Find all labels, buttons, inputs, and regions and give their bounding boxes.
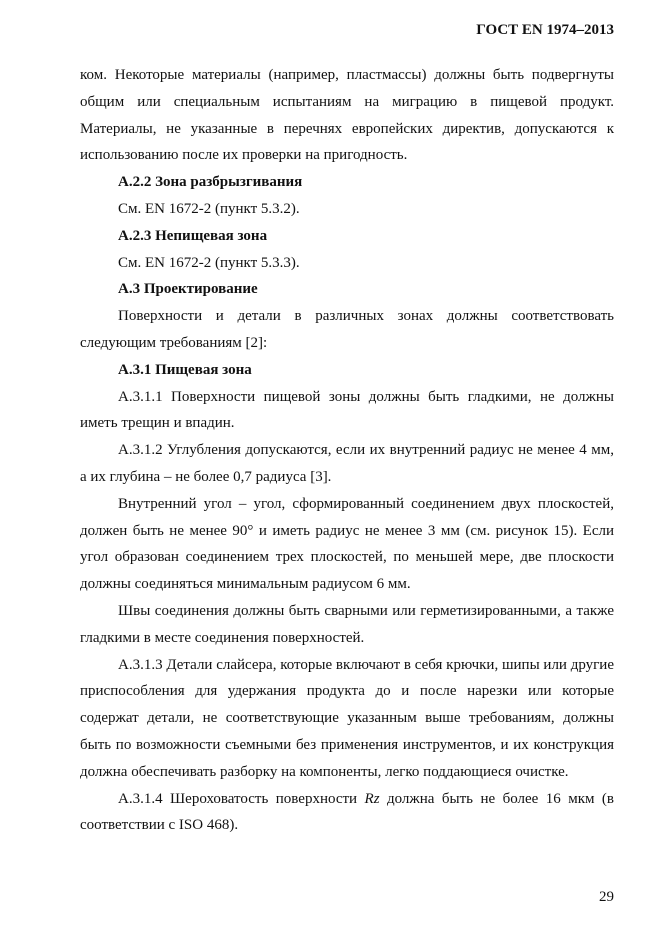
a314-text-before: А.3.1.4 Шероховатость поверхности: [118, 790, 365, 807]
a314-text-after: должна быть не более 16 мкм (в соответствии с ISO 468).: [80, 790, 615, 834]
paragraph-a3-intro: Поверхности и детали в различных зонах должны соответствовать следующим требованиям [2]:: [80, 308, 614, 351]
paragraph-a313: А.3.1.3 Детали слайсера, которые включают в себя крючки, шипы или другие приспособления для удержания продукта до и после нарезки или которые содержат детали, не соответствующие указанным выше требованиям, должны быть по возможности съемными без применения инструментов, и их конструкция должна обеспечивать разборку на компоненты, легко поддающиеся очистке.: [80, 656, 614, 780]
paragraph-a312: А.3.1.2 Углубления допускаются, если их внутренний радиус не менее 4 мм, а их глубина – не более 0,7 радиуса [3].: [80, 442, 614, 485]
paragraph-a22-ref: См. EN 1672-2 (пункт 5.3.2).: [118, 200, 300, 217]
section-heading-a22: А.2.2 Зона разбрызгивания: [118, 174, 303, 191]
paragraph-a23-ref: См. EN 1672-2 (пункт 5.3.3).: [118, 254, 300, 271]
paragraph-continuation: ком. Некоторые материалы (например, пластмассы) должны быть подвергнуты общим или специальным испытаниям на миграцию в пищевой продукт. Материалы, не указанные в перечнях европейских директив, допускаются к использованию после их проверки на пригодность.: [80, 67, 614, 164]
paragraph-a314: [80, 786, 614, 840]
section-heading-a31: А.3.1 Пищевая зона: [118, 361, 252, 378]
section-heading-a3: А.3 Проектирование: [118, 281, 258, 298]
roughness-symbol: Rz: [364, 790, 380, 807]
section-heading-a23: А.2.3 Непищевая зона: [118, 227, 268, 244]
paragraph-a311: А.3.1.1 Поверхности пищевой зоны должны быть гладкими, не должны иметь трещин и впадин.: [80, 388, 614, 432]
paragraph-seams: Швы соединения должны быть сварными или герметизированными, а также гладкими в месте соединения поверхностей.: [80, 602, 614, 646]
document-code-header: ГОСТ EN 1974–2013: [476, 22, 614, 38]
paragraph-inner-angle: Внутренний угол – угол, сформированный соединением двух плоскостей, должен быть не менее 90° и иметь радиус не менее 3 мм (см. рисунок 15). Если угол образован соединением трех плоскостей, по меньшей мере, две плоскости должны соединяться минимальным радиусом 6 мм.: [80, 495, 614, 593]
document-body: [80, 62, 614, 839]
page-number: 29: [599, 889, 614, 905]
